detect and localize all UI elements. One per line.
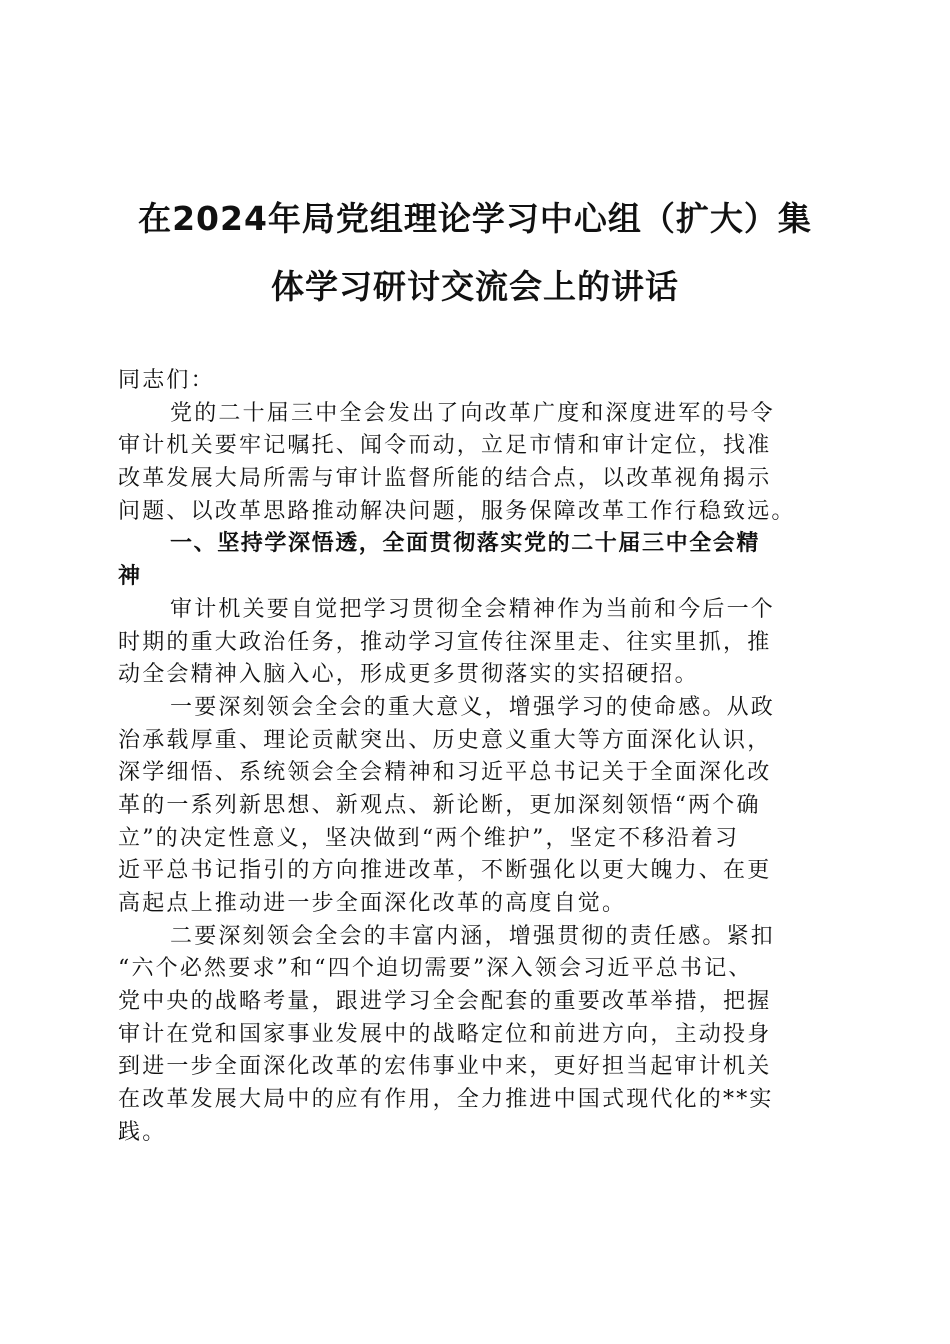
heading-line: 神 xyxy=(118,564,142,590)
document-title-line-2: 体学习研讨交流会上的讲话 xyxy=(271,267,679,306)
paragraph-line: 践。 xyxy=(118,1119,167,1145)
paragraph-line: 一要深刻领会全会的重大意义，增强学习的使命感。从政 xyxy=(170,694,776,720)
paragraph-line: 改革发展大局所需与审计监督所能的结合点，以改革视角揭示 xyxy=(118,466,772,492)
paragraph-line: 党中央的战略考量，跟进学习全会配套的重要改革举措，把握 xyxy=(118,989,772,1015)
paragraph-point-1 xyxy=(118,692,824,921)
heading-line: 一、坚持学深悟透，全面贯彻落实党的二十届三中全会精 xyxy=(170,531,761,557)
paragraph-intro xyxy=(118,398,824,529)
document-title-line-1: 在2024年局党组理论学习中心组（扩大）集 xyxy=(138,199,812,238)
paragraph-line: 在改革发展大局中的应有作用，全力推进中国式现代化的**实 xyxy=(118,1087,774,1113)
document-body xyxy=(118,365,824,1150)
paragraph-line: 到进一步全面深化改革的宏伟事业中来，更好担当起审计机关 xyxy=(118,1054,772,1080)
paragraph-line: 审计机关要自觉把学习贯彻全会精神作为当前和今后一个 xyxy=(170,596,776,622)
paragraph-section-intro xyxy=(118,594,824,692)
paragraph-line: “六个必然要求”和“四个迫切需要”深入领会习近平总书记、 xyxy=(118,956,753,982)
paragraph-line: 治承载厚重、理论贡献突出、历史意义重大等方面深化认识， xyxy=(118,727,772,753)
paragraph-line: 深学细悟、系统领会全会精神和习近平总书记关于全面深化改 xyxy=(118,760,772,786)
paragraph-line: 二要深刻领会全会的丰富内涵，增强贯彻的责任感。紧扣 xyxy=(170,923,776,949)
paragraph-line: 党的二十届三中全会发出了向改革广度和深度进军的号令 xyxy=(170,400,776,426)
paragraph-line: 高起点上推动进一步全面深化改革的高度自觉。 xyxy=(118,891,627,916)
paragraph-line: 动全会精神入脑入心，形成更多贯彻落实的实招硬招。 xyxy=(118,662,699,688)
paragraph-line: 近平总书记指引的方向推进改革，不断强化以更大魄力、在更 xyxy=(118,858,772,884)
paragraph-point-2 xyxy=(118,921,824,1150)
paragraph-line: 立”的决定性意义，坚决做到“两个维护”，坚定不移沿着习 xyxy=(118,825,740,851)
paragraph-line: 审计机关要牢记嘱托、闻令而动，立足市情和审计定位，找准 xyxy=(118,433,772,459)
paragraph-line: 审计在党和国家事业发展中的战略定位和前进方向，主动投身 xyxy=(118,1021,772,1047)
paragraph-line: 问题、以改革思路推动解决问题，服务保障改革工作行稳致远。 xyxy=(118,498,796,524)
paragraph-line: 时期的重大政治任务，推动学习宣传往深里走、往实里抓，推 xyxy=(118,629,772,655)
salutation: 同志们： xyxy=(118,368,215,393)
paragraph-line: 革的一系列新思想、新观点、新论断，更加深刻领悟“两个确 xyxy=(118,792,761,818)
section-heading-1 xyxy=(118,528,824,593)
